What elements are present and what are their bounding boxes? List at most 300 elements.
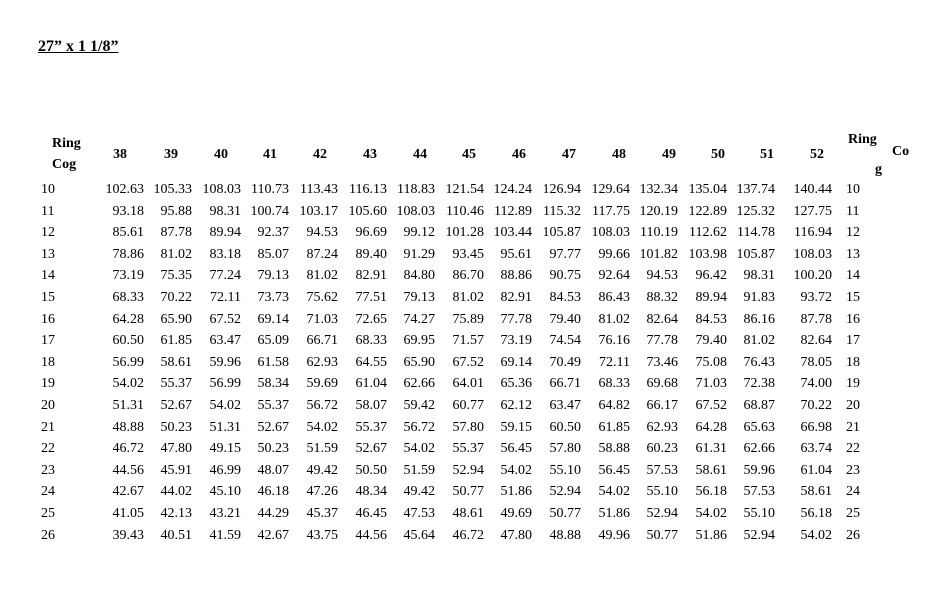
- gear-inch-cell: 95.88: [160, 203, 192, 219]
- gear-inch-cell: 72.11: [210, 290, 241, 305]
- gear-inch-cell: 64.28: [112, 311, 144, 327]
- gear-inch-cell: 45.10: [209, 484, 241, 500]
- gear-inch-cell: 89.94: [695, 290, 727, 305]
- gear-inch-cell: 81.02: [598, 311, 630, 327]
- gear-inch-cell: 52.94: [452, 462, 484, 478]
- gear-inch-cell: 78.05: [800, 354, 832, 370]
- gear-inch-cell: 63.47: [209, 333, 241, 349]
- gear-inch-cell: 52.67: [355, 441, 387, 457]
- gear-inch-cell: 59.96: [743, 462, 775, 478]
- gear-inch-cell: 55.37: [355, 419, 387, 435]
- gear-inch-cell: 126.94: [542, 182, 581, 197]
- gear-inch-cell: 75.35: [160, 268, 192, 284]
- table-row: [0, 420, 936, 441]
- gear-inch-cell: 100.20: [793, 268, 832, 284]
- gear-inch-cell: 99.66: [598, 246, 630, 262]
- table-row: [0, 225, 936, 246]
- gear-inch-cell: 55.10: [646, 484, 678, 500]
- gear-inch-cell: 54.02: [598, 484, 630, 500]
- gear-inch-cell: 56.18: [800, 506, 832, 521]
- gear-inch-cell: 101.28: [445, 225, 484, 241]
- gear-inch-cell: 56.45: [500, 441, 532, 457]
- gear-inch-cell: 70.22: [800, 398, 832, 413]
- gear-inch-cell: 77.24: [209, 268, 241, 284]
- gear-inch-cell: 56.99: [112, 354, 144, 370]
- gear-inch-cell: 42.67: [112, 484, 144, 500]
- gear-inch-cell: 74.54: [549, 333, 581, 349]
- gear-inch-cell: 113.43: [300, 182, 338, 197]
- cog-size-cell: 21: [41, 419, 55, 435]
- gear-inch-cell: 79.40: [549, 311, 581, 327]
- ring-size-header: 45: [462, 147, 476, 162]
- ring-size-header: 47: [562, 147, 576, 162]
- gear-inch-cell: 46.45: [355, 506, 387, 521]
- gear-inch-cell: 73.46: [646, 354, 678, 370]
- gear-inch-cell: 103.44: [493, 225, 532, 241]
- gear-inch-cell: 84.53: [549, 290, 581, 305]
- ring-size-header: 41: [263, 147, 277, 162]
- gear-inch-cell: 116.13: [349, 182, 387, 197]
- gear-inch-cell: 73.73: [257, 290, 289, 305]
- gear-inch-cell: 96.42: [695, 268, 727, 284]
- gear-inch-cell: 47.80: [160, 441, 192, 457]
- gear-inch-cell: 46.18: [257, 484, 289, 500]
- table-row: [0, 441, 936, 462]
- gear-inch-cell: 40.51: [160, 527, 192, 543]
- cog-size-cell-right: 20: [846, 398, 860, 413]
- gear-inch-cell: 78.86: [112, 246, 144, 262]
- gear-inch-cell: 64.01: [452, 376, 484, 392]
- gear-inch-cell: 69.14: [257, 311, 289, 327]
- gear-inch-cell: 112.62: [689, 225, 727, 241]
- ring-header-label-right: Ring: [848, 132, 877, 147]
- gear-inch-cell: 59.96: [209, 354, 241, 370]
- gear-inch-cell: 73.19: [112, 268, 144, 284]
- cog-size-cell: 24: [41, 484, 55, 500]
- gear-inch-cell: 44.56: [355, 527, 387, 543]
- gear-inch-cell: 62.66: [743, 441, 775, 457]
- gear-inch-cell: 108.03: [202, 182, 241, 197]
- gear-inch-cell: 94.53: [306, 225, 338, 241]
- gear-inch-cell: 89.94: [209, 225, 241, 241]
- gear-inch-cell: 66.17: [646, 398, 678, 413]
- gear-inch-cell: 54.02: [209, 398, 241, 413]
- gear-inch-cell: 62.12: [500, 398, 532, 413]
- gear-inch-cell: 127.75: [793, 203, 832, 219]
- gear-inch-cell: 55.37: [257, 398, 289, 413]
- gear-inch-cell: 82.91: [355, 268, 387, 284]
- gear-inch-cell: 46.72: [112, 441, 144, 457]
- gear-inch-cell: 105.87: [736, 246, 775, 262]
- gear-inch-cell: 52.67: [257, 419, 289, 435]
- gear-inch-cell: 97.77: [549, 246, 581, 262]
- gear-inch-cell: 63.74: [800, 441, 832, 457]
- cog-size-cell: 17: [41, 333, 55, 349]
- gear-inch-cell: 51.59: [403, 462, 435, 478]
- gear-inch-cell: 62.93: [646, 419, 678, 435]
- gear-inch-cell: 69.14: [500, 354, 532, 370]
- gear-inch-cell: 50.77: [549, 506, 581, 521]
- gear-inch-cell: 67.52: [209, 311, 241, 327]
- gear-inch-cell: 54.02: [306, 419, 338, 435]
- cog-size-cell: 20: [41, 398, 55, 413]
- gear-inch-cell: 57.80: [549, 441, 581, 457]
- table-row: [0, 204, 936, 225]
- gear-inch-cell: 56.18: [695, 484, 727, 500]
- gear-inch-cell: 88.32: [646, 290, 678, 305]
- table-row: [0, 506, 936, 527]
- gear-inch-cell: 82.64: [646, 311, 678, 327]
- cog-size-cell: 13: [41, 246, 55, 262]
- gear-inch-cell: 64.28: [695, 419, 727, 435]
- cog-size-cell-right: 13: [846, 246, 860, 262]
- gear-inch-cell: 89.40: [355, 246, 387, 262]
- gear-inch-cell: 55.37: [160, 376, 192, 392]
- gear-inch-cell: 65.90: [403, 354, 435, 370]
- gear-inch-cell: 79.13: [257, 268, 289, 284]
- gear-inch-cell: 75.62: [306, 290, 338, 305]
- gear-inch-cell: 49.42: [306, 462, 338, 478]
- gear-inch-cell: 94.53: [646, 268, 678, 284]
- gear-inch-cell: 43.21: [209, 506, 241, 521]
- table-row: [0, 247, 936, 268]
- gear-inch-cell: 105.60: [348, 203, 387, 219]
- gear-inch-cell: 52.94: [646, 506, 678, 521]
- gear-inch-cell: 70.22: [160, 290, 192, 305]
- gear-inch-cell: 48.07: [257, 462, 289, 478]
- gear-inch-cell: 58.88: [598, 441, 630, 457]
- ring-size-header: 42: [313, 147, 327, 162]
- gear-inch-cell: 42.67: [257, 527, 289, 543]
- gear-inch-cell: 102.63: [105, 182, 144, 197]
- gear-inch-cell: 72.11: [599, 354, 630, 370]
- gear-inch-cell: 49.42: [403, 484, 435, 500]
- ring-size-header: 43: [363, 147, 377, 162]
- cog-size-cell: 18: [41, 354, 55, 370]
- cog-size-cell: 11: [41, 203, 55, 219]
- gear-inch-cell: 132.34: [639, 182, 678, 197]
- gear-inch-cell: 87.78: [800, 311, 832, 327]
- gear-inch-cell: 67.52: [452, 354, 484, 370]
- gear-inch-cell: 49.15: [209, 441, 241, 457]
- gear-inch-cell: 61.31: [695, 441, 727, 457]
- gear-inch-cell: 58.07: [355, 398, 387, 413]
- gear-inch-cell: 82.91: [500, 290, 532, 305]
- gear-inch-cell: 41.59: [209, 527, 241, 543]
- gear-inch-cell: 112.89: [494, 203, 532, 219]
- gear-inch-cell: 51.86: [695, 527, 727, 543]
- gear-inch-cell: 65.09: [257, 333, 289, 349]
- gear-inch-cell: 62.93: [306, 354, 338, 370]
- gear-inch-cell: 44.56: [112, 462, 144, 478]
- cog-size-cell-right: 24: [846, 484, 860, 500]
- gear-inch-cell: 58.61: [800, 484, 832, 500]
- gear-inch-cell: 135.04: [688, 182, 727, 197]
- gear-inch-cell: 54.02: [800, 527, 832, 543]
- gear-inch-cell: 124.24: [493, 182, 532, 197]
- gear-inch-cell: 96.69: [355, 225, 387, 241]
- gear-inch-cell: 79.13: [403, 290, 435, 305]
- gear-inch-cell: 52.94: [549, 484, 581, 500]
- gear-inch-cell: 47.80: [500, 527, 532, 543]
- gear-inch-cell: 52.94: [743, 527, 775, 543]
- gear-inch-cell: 121.54: [445, 182, 484, 197]
- gear-inch-cell: 81.02: [743, 333, 775, 349]
- cog-size-cell-right: 23: [846, 462, 860, 478]
- gear-inch-cell: 81.02: [306, 268, 338, 284]
- cog-size-cell-right: 12: [846, 225, 860, 241]
- gear-inch-cell: 68.33: [112, 290, 144, 305]
- gear-inch-cell: 43.75: [306, 527, 338, 543]
- gear-inch-cell: 41.05: [112, 506, 144, 521]
- gear-inch-cell: 39.43: [112, 527, 144, 543]
- gear-inch-cell: 82.64: [800, 333, 832, 349]
- gear-inch-cell: 100.74: [250, 203, 289, 219]
- gear-inch-cell: 47.26: [306, 484, 338, 500]
- gear-inch-cell: 45.91: [160, 462, 192, 478]
- gear-inch-cell: 91.29: [403, 246, 435, 262]
- gear-inch-cell: 74.00: [800, 376, 832, 392]
- gear-inch-cell: 48.88: [549, 527, 581, 543]
- gear-inch-cell: 71.57: [452, 333, 484, 349]
- gear-inch-cell: 108.03: [591, 225, 630, 241]
- gear-inch-cell: 91.83: [743, 290, 775, 305]
- gear-inch-cell: 63.47: [549, 398, 581, 413]
- cog-size-cell-right: 19: [846, 376, 860, 392]
- gear-inch-cell: 51.31: [209, 419, 241, 435]
- table-row: [0, 528, 936, 549]
- cog-size-cell: 10: [41, 182, 55, 197]
- gear-inch-cell: 79.40: [695, 333, 727, 349]
- ring-size-header: 40: [214, 147, 228, 162]
- cog-header-label-right: Co: [892, 144, 910, 159]
- gear-inch-cell: 51.31: [112, 398, 144, 413]
- gear-inch-cell: 61.58: [257, 354, 289, 370]
- gear-inch-cell: 108.03: [396, 203, 435, 219]
- gear-inch-cell: 66.71: [306, 333, 338, 349]
- gear-inch-cell: 93.18: [112, 203, 144, 219]
- ring-size-header: 49: [662, 147, 676, 162]
- gear-inch-cell: 90.75: [549, 268, 581, 284]
- gear-inch-cell: 50.77: [452, 484, 484, 500]
- gear-inch-cell: 137.74: [736, 182, 775, 197]
- gear-inch-cell: 45.37: [306, 506, 338, 521]
- gear-inch-cell: 60.50: [549, 419, 581, 435]
- cog-size-cell: 12: [41, 225, 55, 241]
- gear-inch-cell: 84.80: [403, 268, 435, 284]
- gear-inch-cell: 54.02: [112, 376, 144, 392]
- cog-size-cell: 25: [41, 506, 55, 521]
- gear-inch-cell: 76.16: [598, 333, 630, 349]
- gear-inch-cell: 55.10: [743, 506, 775, 521]
- cog-size-cell-right: 14: [846, 268, 860, 284]
- gear-inch-cell: 105.87: [542, 225, 581, 241]
- gear-inch-cell: 66.71: [549, 376, 581, 392]
- gear-inch-cell: 70.49: [549, 354, 581, 370]
- gear-inch-cell: 49.96: [598, 527, 630, 543]
- gear-inch-cell: 86.43: [598, 290, 630, 305]
- gear-inch-cell: 88.86: [500, 268, 532, 284]
- gear-inch-cell: 44.29: [257, 506, 289, 521]
- ring-size-header: 46: [512, 147, 526, 162]
- gear-inch-cell: 46.72: [452, 527, 484, 543]
- gear-inch-cell: 72.38: [743, 376, 775, 392]
- gear-inch-cell: 60.50: [112, 333, 144, 349]
- cog-size-cell: 22: [41, 441, 55, 457]
- gear-inch-cell: 85.61: [112, 225, 144, 241]
- gear-inch-cell: 140.44: [793, 182, 832, 197]
- gear-inch-cell: 54.02: [500, 462, 532, 478]
- gear-inch-cell: 87.24: [306, 246, 338, 262]
- gear-inch-cell: 95.61: [500, 246, 532, 262]
- gear-inch-cell: 51.86: [598, 506, 630, 521]
- gear-inch-cell: 116.94: [794, 225, 832, 241]
- gear-inch-cell: 59.15: [500, 419, 532, 435]
- gear-inch-cell: 50.50: [355, 462, 387, 478]
- cog-size-cell: 14: [41, 268, 55, 284]
- cog-size-cell-right: 25: [846, 506, 860, 521]
- gear-inch-cell: 61.04: [355, 376, 387, 392]
- gear-inch-cell: 129.64: [591, 182, 630, 197]
- cog-size-cell-right: 11: [846, 203, 860, 219]
- gear-inch-cell: 75.89: [452, 311, 484, 327]
- gear-inch-cell: 77.78: [500, 311, 532, 327]
- cog-size-cell-right: 26: [846, 527, 860, 543]
- gear-inch-cell: 56.72: [403, 419, 435, 435]
- ring-header-label: Ring: [52, 136, 81, 151]
- gear-inch-cell: 86.70: [452, 268, 484, 284]
- gear-inch-cell: 101.82: [639, 246, 678, 262]
- gear-inch-cell: 83.18: [209, 246, 241, 262]
- cog-size-cell-right: 17: [846, 333, 860, 349]
- cog-size-cell-right: 22: [846, 441, 860, 457]
- gear-inch-cell: 68.87: [743, 398, 775, 413]
- gear-inch-cell: 122.89: [688, 203, 727, 219]
- page-title: 27” x 1 1/8”: [38, 38, 119, 55]
- table-row: [0, 182, 936, 203]
- ring-size-header: 38: [113, 147, 127, 162]
- gear-inch-cell: 115.32: [543, 203, 581, 219]
- gear-inch-cell: 47.53: [403, 506, 435, 521]
- ring-size-header: 51: [760, 147, 774, 162]
- cog-size-cell-right: 16: [846, 311, 860, 327]
- gear-inch-cell: 67.52: [695, 398, 727, 413]
- gear-inch-cell: 86.16: [743, 311, 775, 327]
- gear-inch-cell: 59.69: [306, 376, 338, 392]
- gear-inch-cell: 103.98: [688, 246, 727, 262]
- gear-inch-cell: 54.02: [403, 441, 435, 457]
- gear-inch-cell: 56.99: [209, 376, 241, 392]
- gear-inch-cell: 48.34: [355, 484, 387, 500]
- gear-inch-cell: 50.23: [257, 441, 289, 457]
- gear-inch-cell: 62.66: [403, 376, 435, 392]
- cog-size-cell-right: 18: [846, 354, 860, 370]
- gear-inch-cell: 65.36: [500, 376, 532, 392]
- gear-inch-cell: 46.99: [209, 462, 241, 478]
- gear-inch-cell: 85.07: [257, 246, 289, 262]
- gear-inch-cell: 57.53: [646, 462, 678, 478]
- table-row: [0, 398, 936, 419]
- gear-inch-cell: 64.55: [355, 354, 387, 370]
- gear-inch-cell: 69.68: [646, 376, 678, 392]
- gear-inch-cell: 98.31: [209, 203, 241, 219]
- gear-inch-cell: 110.19: [640, 225, 678, 241]
- ring-size-header: 44: [413, 147, 427, 162]
- gear-inch-cell: 54.02: [695, 506, 727, 521]
- gear-inch-cell: 68.33: [355, 333, 387, 349]
- gear-inch-cell: 60.77: [452, 398, 484, 413]
- gear-inch-cell: 93.45: [452, 246, 484, 262]
- table-row: [0, 355, 936, 376]
- cog-size-cell-right: 21: [846, 419, 860, 435]
- gear-inch-cell: 50.77: [646, 527, 678, 543]
- gear-inch-cell: 65.90: [160, 311, 192, 327]
- gear-inch-cell: 55.37: [452, 441, 484, 457]
- gear-inch-cell: 58.34: [257, 376, 289, 392]
- cog-size-cell: 26: [41, 527, 55, 543]
- ring-size-header: 39: [164, 147, 178, 162]
- gear-inch-cell: 125.32: [736, 203, 775, 219]
- gear-inch-cell: 57.53: [743, 484, 775, 500]
- gear-inch-cell: 110.73: [251, 182, 289, 197]
- gear-inch-cell: 58.61: [695, 462, 727, 478]
- gear-inch-cell: 60.23: [646, 441, 678, 457]
- gear-inch-cell: 68.33: [598, 376, 630, 392]
- gear-inch-cell: 98.31: [743, 268, 775, 284]
- gear-inch-cell: 77.51: [355, 290, 387, 305]
- gear-inch-cell: 120.19: [639, 203, 678, 219]
- gear-inch-cell: 55.10: [549, 462, 581, 478]
- gear-inch-cell: 84.53: [695, 311, 727, 327]
- gear-inch-cell: 93.72: [800, 290, 832, 305]
- gear-inch-cell: 110.46: [446, 203, 484, 219]
- cog-size-cell: 23: [41, 462, 55, 478]
- gear-inch-cell: 49.69: [500, 506, 532, 521]
- gear-inch-cell: 58.61: [160, 354, 192, 370]
- gear-inch-cell: 48.61: [452, 506, 484, 521]
- table-row: [0, 312, 936, 333]
- table-row: [0, 484, 936, 505]
- gear-inch-cell: 117.75: [592, 203, 630, 219]
- cog-size-cell-right: 10: [846, 182, 860, 197]
- gear-inch-cell: 45.64: [403, 527, 435, 543]
- table-row: [0, 268, 936, 289]
- gear-inch-cell: 51.86: [500, 484, 532, 500]
- table-row: [0, 463, 936, 484]
- gear-inch-cell: 66.98: [800, 419, 832, 435]
- gear-inch-cell: 64.82: [598, 398, 630, 413]
- gear-inch-cell: 108.03: [793, 246, 832, 262]
- gear-inch-cell: 81.02: [160, 246, 192, 262]
- gear-inch-cell: 56.72: [306, 398, 338, 413]
- gear-inch-cell: 72.65: [355, 311, 387, 327]
- gear-inch-cell: 71.03: [695, 376, 727, 392]
- gear-inch-cell: 77.78: [646, 333, 678, 349]
- gear-inch-cell: 51.59: [306, 441, 338, 457]
- cog-size-cell: 16: [41, 311, 55, 327]
- gear-inch-cell: 65.63: [743, 419, 775, 435]
- gear-inch-cell: 118.83: [397, 182, 435, 197]
- table-row: [0, 333, 936, 354]
- gear-inch-cell: 59.42: [403, 398, 435, 413]
- gear-inch-cell: 48.88: [112, 419, 144, 435]
- cog-size-cell-right: 15: [846, 290, 860, 305]
- gear-inch-cell: 73.19: [500, 333, 532, 349]
- gear-inch-cell: 69.95: [403, 333, 435, 349]
- gear-inch-cell: 44.02: [160, 484, 192, 500]
- gear-inch-cell: 61.85: [160, 333, 192, 349]
- gear-inch-cell: 61.85: [598, 419, 630, 435]
